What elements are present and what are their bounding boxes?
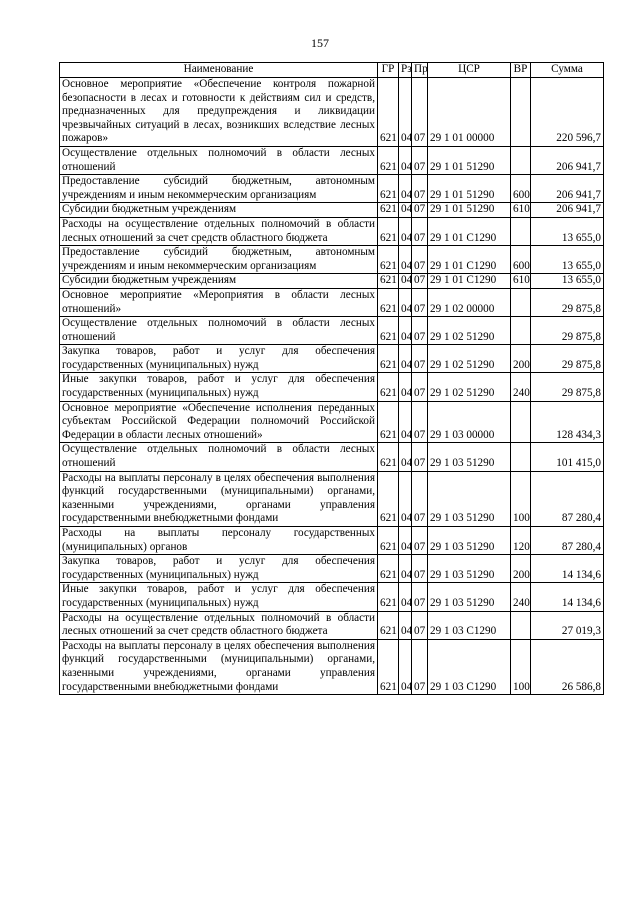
header-pr: Пр	[412, 63, 428, 78]
row-vr: 600	[511, 246, 531, 274]
row-name: Основное мероприятие «Обеспечение исполнения переданных субъектам Российской Федерации полномочий Российской Федерации в области лесных отношений»	[60, 401, 378, 443]
header-sum: Сумма	[531, 63, 604, 78]
row-sum: 206 941,7	[531, 146, 604, 174]
row-vr: 200	[511, 555, 531, 583]
row-name: Расходы на выплаты персоналу в целях обеспечения выполнения функций государственными (муниципальными) органами, казенными учреждениями, органами управления государственными внебюджетными фондами	[60, 639, 378, 694]
row-pr: 07	[412, 401, 428, 443]
table-row	[60, 317, 604, 345]
row-gr: 621	[378, 203, 399, 218]
row-vr	[511, 217, 531, 245]
row-pr: 07	[412, 471, 428, 526]
row-sum: 101 415,0	[531, 443, 604, 471]
budget-table	[59, 62, 604, 695]
row-sum: 29 875,8	[531, 317, 604, 345]
row-rz: 04	[399, 246, 412, 274]
header-gr: ГР	[378, 63, 399, 78]
row-csr: 29 1 03 51290	[428, 527, 511, 555]
row-rz: 04	[399, 288, 412, 316]
row-csr: 29 1 03 00000	[428, 401, 511, 443]
row-rz: 04	[399, 583, 412, 611]
row-rz: 04	[399, 443, 412, 471]
row-pr: 07	[412, 639, 428, 694]
row-rz: 04	[399, 401, 412, 443]
header-vr: ВР	[511, 63, 531, 78]
row-csr: 29 1 02 00000	[428, 288, 511, 316]
row-csr: 29 1 01 51290	[428, 175, 511, 203]
table-row	[60, 345, 604, 373]
row-pr: 07	[412, 317, 428, 345]
table-row	[60, 639, 604, 694]
row-pr: 07	[412, 611, 428, 639]
table-row	[60, 203, 604, 218]
row-name: Закупка товаров, работ и услуг для обеспечения государственных (муниципальных) нужд	[60, 345, 378, 373]
row-sum: 14 134,6	[531, 555, 604, 583]
row-pr: 07	[412, 443, 428, 471]
row-csr: 29 1 03 51290	[428, 443, 511, 471]
row-rz: 04	[399, 639, 412, 694]
table-row	[60, 175, 604, 203]
row-vr	[511, 317, 531, 345]
row-rz: 04	[399, 527, 412, 555]
row-gr: 621	[378, 471, 399, 526]
row-rz: 04	[399, 611, 412, 639]
row-vr	[511, 288, 531, 316]
table-row	[60, 555, 604, 583]
row-name: Закупка товаров, работ и услуг для обеспечения государственных (муниципальных) нужд	[60, 555, 378, 583]
row-name: Расходы на осуществление отдельных полномочий в области лесных отношений за счет средств областного бюджета	[60, 217, 378, 245]
row-sum: 13 655,0	[531, 274, 604, 289]
row-sum: 29 875,8	[531, 373, 604, 401]
row-pr: 07	[412, 274, 428, 289]
row-name: Предоставление субсидий бюджетным, автономным учреждениям и иным некоммерческим организациям	[60, 175, 378, 203]
row-sum: 27 019,3	[531, 611, 604, 639]
row-vr: 120	[511, 527, 531, 555]
row-csr: 29 1 03 51290	[428, 583, 511, 611]
row-csr: 29 1 01 51290	[428, 203, 511, 218]
row-rz: 04	[399, 175, 412, 203]
row-rz: 04	[399, 274, 412, 289]
row-rz: 04	[399, 373, 412, 401]
row-pr: 07	[412, 246, 428, 274]
row-name: Расходы на осуществление отдельных полномочий в области лесных отношений за счет средств областного бюджета	[60, 611, 378, 639]
row-gr: 621	[378, 274, 399, 289]
row-csr: 29 1 01 51290	[428, 146, 511, 174]
row-gr: 621	[378, 345, 399, 373]
row-gr: 621	[378, 246, 399, 274]
row-gr: 621	[378, 78, 399, 147]
row-sum: 26 586,8	[531, 639, 604, 694]
row-gr: 621	[378, 611, 399, 639]
row-sum: 29 875,8	[531, 288, 604, 316]
table-row	[60, 527, 604, 555]
row-sum: 14 134,6	[531, 583, 604, 611]
row-gr: 621	[378, 583, 399, 611]
row-gr: 621	[378, 146, 399, 174]
table-row	[60, 246, 604, 274]
row-gr: 621	[378, 443, 399, 471]
row-gr: 621	[378, 217, 399, 245]
row-sum: 128 434,3	[531, 401, 604, 443]
row-gr: 621	[378, 401, 399, 443]
header-name: Наименование	[60, 63, 378, 78]
row-sum: 87 280,4	[531, 527, 604, 555]
row-vr: 610	[511, 203, 531, 218]
row-vr: 240	[511, 373, 531, 401]
row-csr: 29 1 02 51290	[428, 345, 511, 373]
row-name: Основное мероприятие «Мероприятия в области лесных отношений»	[60, 288, 378, 316]
row-name: Иные закупки товаров, работ и услуг для обеспечения государственных (муниципальных) нужд	[60, 373, 378, 401]
row-vr: 100	[511, 471, 531, 526]
table-row	[60, 274, 604, 289]
row-name: Расходы на выплаты персоналу государственных (муниципальных) органов	[60, 527, 378, 555]
row-vr: 600	[511, 175, 531, 203]
row-name: Осуществление отдельных полномочий в области лесных отношений	[60, 146, 378, 174]
row-sum: 13 655,0	[531, 246, 604, 274]
row-pr: 07	[412, 175, 428, 203]
row-pr: 07	[412, 555, 428, 583]
row-sum: 220 596,7	[531, 78, 604, 147]
row-vr	[511, 611, 531, 639]
row-gr: 621	[378, 317, 399, 345]
row-gr: 621	[378, 555, 399, 583]
row-pr: 07	[412, 288, 428, 316]
row-pr: 07	[412, 345, 428, 373]
row-csr: 29 1 03 С1290	[428, 639, 511, 694]
row-name: Предоставление субсидий бюджетным, автономным учреждениям и иным некоммерческим организациям	[60, 246, 378, 274]
row-vr: 240	[511, 583, 531, 611]
row-sum: 13 655,0	[531, 217, 604, 245]
table-row	[60, 471, 604, 526]
row-rz: 04	[399, 217, 412, 245]
row-pr: 07	[412, 203, 428, 218]
row-rz: 04	[399, 345, 412, 373]
row-pr: 07	[412, 373, 428, 401]
row-pr: 07	[412, 217, 428, 245]
table-row	[60, 78, 604, 147]
row-gr: 621	[378, 373, 399, 401]
row-name: Субсидии бюджетным учреждениям	[60, 274, 378, 289]
row-rz: 04	[399, 203, 412, 218]
row-csr: 29 1 01 С1290	[428, 217, 511, 245]
row-rz: 04	[399, 471, 412, 526]
row-csr: 29 1 03 С1290	[428, 611, 511, 639]
table-row	[60, 443, 604, 471]
table-body	[60, 78, 604, 695]
row-vr	[511, 78, 531, 147]
row-gr: 621	[378, 639, 399, 694]
row-name: Расходы на выплаты персоналу в целях обеспечения выполнения функций государственными (муниципальными) органами, казенными учреждениями, органами управления государственными внебюджетными фондами	[60, 471, 378, 526]
row-rz: 04	[399, 317, 412, 345]
row-rz: 04	[399, 146, 412, 174]
row-vr: 100	[511, 639, 531, 694]
row-csr: 29 1 03 51290	[428, 555, 511, 583]
table-row	[60, 611, 604, 639]
table-row	[60, 146, 604, 174]
page-number: 157	[311, 36, 329, 50]
row-vr: 610	[511, 274, 531, 289]
table-row	[60, 288, 604, 316]
table-row	[60, 583, 604, 611]
row-vr	[511, 146, 531, 174]
table-row	[60, 401, 604, 443]
row-sum: 87 280,4	[531, 471, 604, 526]
table-row	[60, 373, 604, 401]
row-gr: 621	[378, 527, 399, 555]
header-csr: ЦСР	[428, 63, 511, 78]
table-header	[60, 63, 604, 78]
row-pr: 07	[412, 527, 428, 555]
header-rz: Рз	[399, 63, 412, 78]
row-csr: 29 1 01 00000	[428, 78, 511, 147]
row-gr: 621	[378, 175, 399, 203]
row-pr: 07	[412, 583, 428, 611]
row-pr: 07	[412, 146, 428, 174]
row-rz: 04	[399, 555, 412, 583]
table-row	[60, 217, 604, 245]
row-name: Иные закупки товаров, работ и услуг для обеспечения государственных (муниципальных) нужд	[60, 583, 378, 611]
row-name: Основное мероприятие «Обеспечение контроля пожарной безопасности в лесах и готовности к действиям сил и средств, предназначенных для предупреждения и ликвидации чрезвычайных ситуаций в лесах, возникших вследствие лесных пожаров»	[60, 78, 378, 147]
row-sum: 29 875,8	[531, 345, 604, 373]
row-vr	[511, 401, 531, 443]
row-pr: 07	[412, 78, 428, 147]
row-csr: 29 1 03 51290	[428, 471, 511, 526]
row-vr	[511, 443, 531, 471]
row-name: Осуществление отдельных полномочий в области лесных отношений	[60, 317, 378, 345]
row-sum: 206 941,7	[531, 175, 604, 203]
row-name: Субсидии бюджетным учреждениям	[60, 203, 378, 218]
row-rz: 04	[399, 78, 412, 147]
row-vr: 200	[511, 345, 531, 373]
row-name: Осуществление отдельных полномочий в области лесных отношений	[60, 443, 378, 471]
row-csr: 29 1 01 С1290	[428, 274, 511, 289]
row-csr: 29 1 02 51290	[428, 373, 511, 401]
row-csr: 29 1 02 51290	[428, 317, 511, 345]
row-gr: 621	[378, 288, 399, 316]
row-csr: 29 1 01 С1290	[428, 246, 511, 274]
row-sum: 206 941,7	[531, 203, 604, 218]
